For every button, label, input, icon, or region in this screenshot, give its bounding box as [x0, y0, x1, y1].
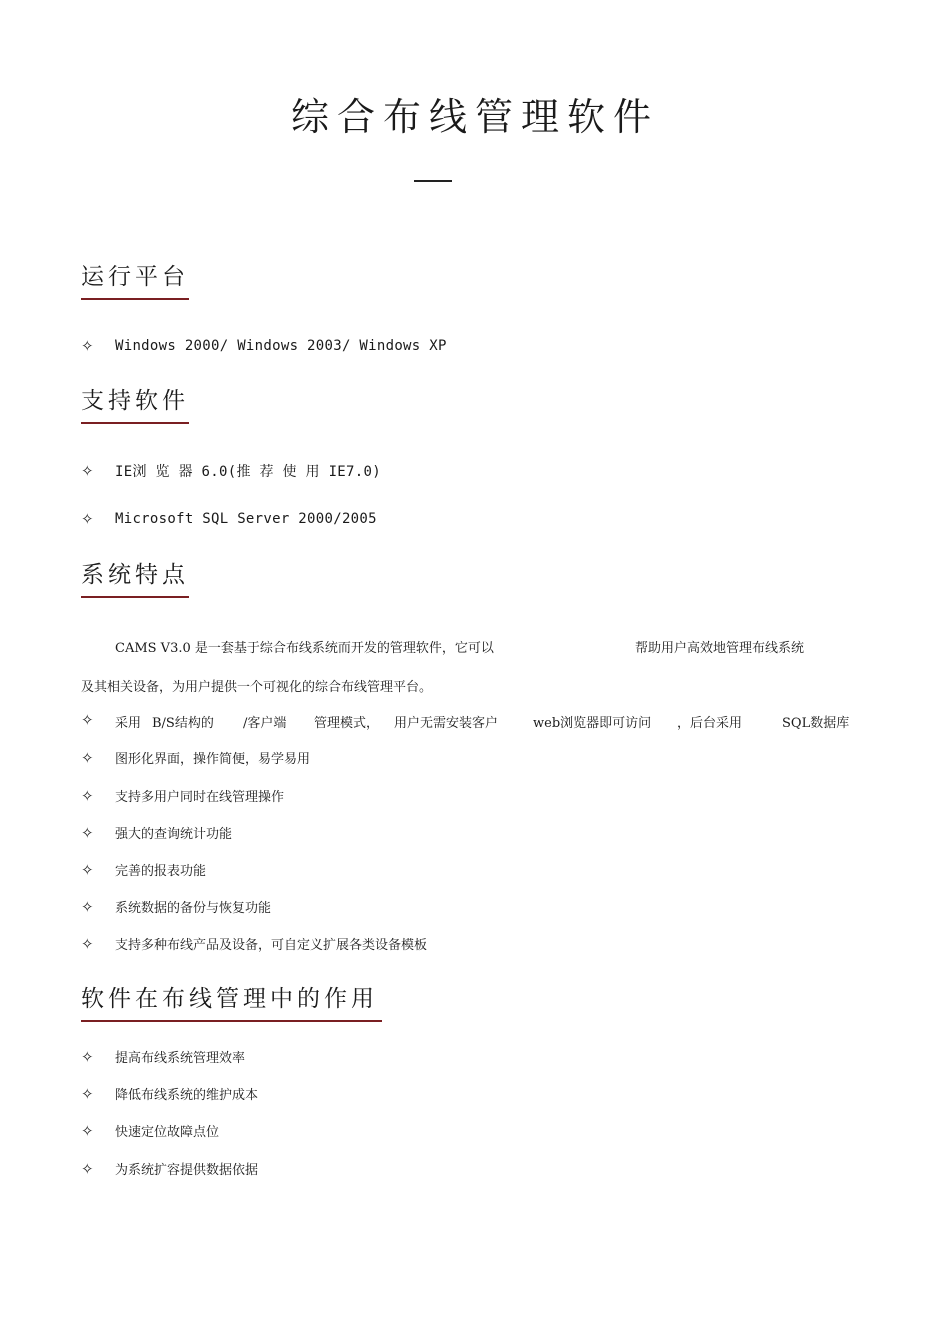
- list-item: ✧ IE浏 览 器 6.0(推 荐 使 用 IE7.0): [81, 462, 381, 480]
- diamond-star-icon: ✧: [81, 1121, 94, 1140]
- list-item: ✧ 系统数据的备份与恢复功能: [81, 897, 272, 916]
- diamond-star-icon: ✧: [81, 1159, 94, 1178]
- list-item: ✧ 降低布线系统的维护成本: [81, 1084, 259, 1103]
- list-item: ✧ 强大的查询统计功能: [81, 823, 233, 842]
- heading-platform: 运行平台: [81, 264, 189, 300]
- heading-role: 软件在布线管理中的作用: [81, 986, 382, 1022]
- title-dash: [414, 180, 452, 182]
- bs-segment: B/S结构的: [152, 716, 214, 731]
- heading-features: 系统特点: [81, 562, 189, 598]
- bs-segment: web浏览器即可访问: [533, 716, 652, 731]
- list-item: ✧ 图形化界面，操作简便，易学易用: [81, 748, 311, 767]
- diamond-star-icon: ✧: [81, 823, 94, 842]
- bs-segment: 用户无需安装客户: [394, 716, 499, 731]
- document-title: 综合布线管理软件: [290, 95, 659, 139]
- list-item: ✧ 完善的报表功能: [81, 860, 207, 879]
- diamond-star-icon: ✧: [81, 337, 94, 355]
- diamond-star-icon: ✧: [81, 462, 94, 480]
- diamond-star-icon: ✧: [81, 748, 94, 767]
- bs-segment: /客户端: [243, 716, 287, 731]
- diamond-star-icon: ✧: [81, 1084, 94, 1103]
- diamond-star-icon: ✧: [81, 897, 94, 916]
- bs-segment: SQL数据库: [782, 716, 850, 731]
- list-item: [81, 711, 115, 729]
- diamond-star-icon: ✧: [81, 510, 94, 528]
- diamond-star-icon: ✧: [81, 934, 94, 953]
- bs-segment: 采用: [115, 716, 142, 731]
- bs-segment: 管理模式，: [314, 716, 380, 731]
- list-item: ✧ 为系统扩容提供数据依据: [81, 1159, 259, 1178]
- list-item: ✧ 提高布线系统管理效率: [81, 1047, 246, 1066]
- list-item: ✧ 快速定位故障点位: [81, 1121, 220, 1140]
- list-item: ✧ Microsoft SQL Server 2000/2005: [81, 510, 377, 528]
- diamond-star-icon: ✧: [81, 786, 94, 805]
- list-item: ✧ 支持多用户同时在线管理操作: [81, 786, 285, 805]
- diamond-star-icon: ✧: [81, 1047, 94, 1066]
- diamond-star-icon: ✧: [81, 860, 94, 879]
- intro-line2: 及其相关设备，为用户提供一个可视化的综合布线管理平台。: [81, 680, 433, 695]
- bs-segment: ，后台采用: [677, 716, 743, 731]
- list-item: ✧ 支持多种布线产品及设备，可自定义扩展各类设备模板: [81, 934, 428, 953]
- intro-line1-left: CAMS V3.0 是一套基于综合布线系统而开发的管理软件，它可以: [115, 641, 494, 656]
- list-item: ✧ Windows 2000/ Windows 2003/ Windows XP: [81, 337, 447, 355]
- intro-line1-right: 帮助用户高效地管理布线系统: [635, 641, 805, 656]
- diamond-star-icon: ✧: [81, 711, 94, 729]
- heading-software: 支持软件: [81, 388, 189, 424]
